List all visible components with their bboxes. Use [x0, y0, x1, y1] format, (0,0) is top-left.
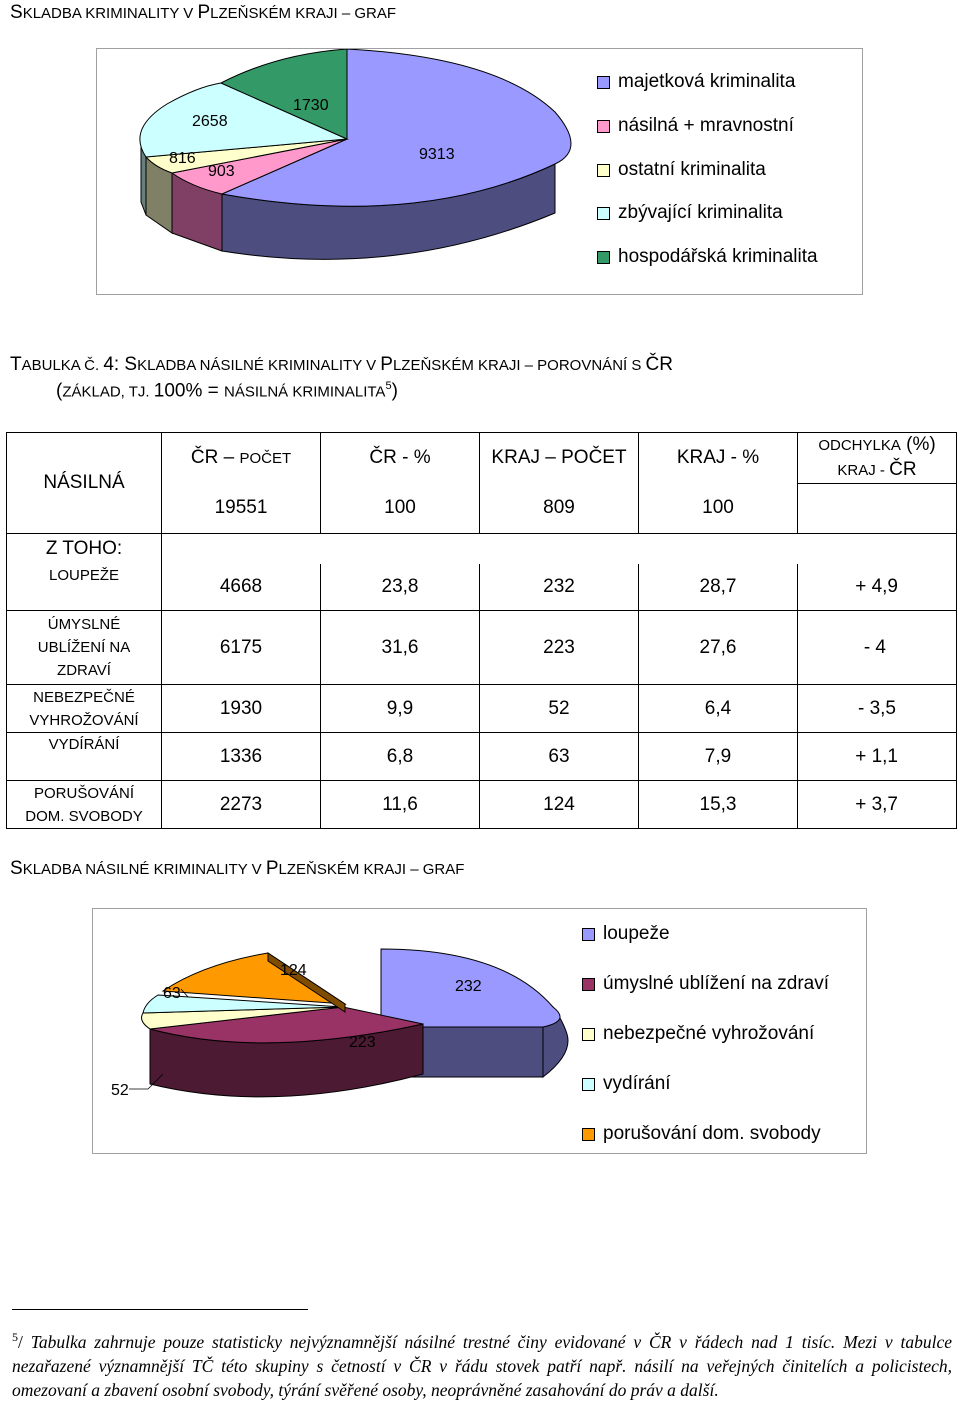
value-label-porusovani: 124 — [280, 962, 307, 979]
table-row — [7, 781, 957, 829]
footnote-slash: / — [18, 1331, 23, 1352]
cell-value: 2273 — [162, 781, 321, 829]
cell-value: 15,3 — [639, 781, 798, 829]
cell-value: - 4 — [798, 611, 957, 685]
cell-value: 124 — [480, 781, 639, 829]
row-label-umyslne-ublizeni: ÚMYSLNÉ UBLÍŽENÍ NA ZDRAVÍ — [7, 611, 162, 685]
cell-value: 6,4 — [639, 685, 798, 733]
legend-item-porusovani — [582, 1123, 821, 1145]
cell-value: 23,8 — [321, 564, 480, 611]
col-header-cr-pct: ČR - % — [321, 433, 480, 484]
value-label-nebezpecne: 52 — [111, 1082, 129, 1099]
table-row — [7, 564, 957, 611]
table-row-ztoho — [7, 534, 957, 564]
legend-label: majetková kriminalita — [618, 71, 796, 92]
col-header-odchylka: ODCHYLKA (%) KRAJ - ČR — [798, 433, 957, 484]
chart1-heading: SKLADBA KRIMINALITY V PLZEŇSKÉM KRAJI – GRAF — [10, 2, 397, 23]
legend-label: loupeže — [603, 923, 670, 944]
table-spacer — [162, 534, 957, 564]
violent-crime-table — [6, 432, 957, 829]
legend-swatch — [582, 1128, 595, 1141]
cell-value: 232 — [480, 564, 639, 611]
legend-label: hospodářská kriminalita — [618, 246, 818, 267]
cell-value: 100 — [321, 484, 480, 534]
table-row — [7, 611, 957, 685]
col-header-cr-pocet: ČR – POČET — [162, 433, 321, 484]
value-label-zbyvajici: 2658 — [192, 113, 228, 130]
legend-swatch — [582, 1078, 595, 1091]
cell-value: 28,7 — [639, 564, 798, 611]
row-label-nasilna: NÁSILNÁ — [7, 433, 162, 534]
footnote-number: 5 — [12, 1330, 18, 1344]
pie-slice-porusovani — [163, 953, 345, 1004]
value-label-hospodarska: 1730 — [293, 97, 329, 114]
legend-label: nebezpečné vyhrožování — [603, 1023, 815, 1044]
row-label-loupeze: LOUPEŽE — [7, 564, 162, 611]
cell-value: 809 — [480, 484, 639, 534]
legend-label: zbývající kriminalita — [618, 202, 783, 223]
legend-label: úmyslné ublížení na zdraví — [603, 973, 830, 994]
cell-value: 100 — [639, 484, 798, 534]
footnote-separator — [12, 1309, 308, 1310]
table-row — [7, 733, 957, 781]
cell-value: 1930 — [162, 685, 321, 733]
col-header-kraj-pocet: KRAJ – POČET — [480, 433, 639, 484]
cell-value: 1336 — [162, 733, 321, 781]
cell-value: 19551 — [162, 484, 321, 534]
cell-value: - 3,5 — [798, 685, 957, 733]
legend-item-nasilna — [597, 115, 794, 137]
legend-swatch — [597, 164, 610, 177]
value-label-majetkova: 9313 — [419, 146, 455, 163]
value-label-vydirani: 63 — [163, 985, 181, 1002]
chart2-heading: SKLADBA NÁSILNÉ KRIMINALITY V PLZEŇSKÉM KRAJI – GRAF — [10, 858, 465, 879]
value-label-nasilna: 903 — [208, 163, 235, 180]
row-label-vydirani: VYDÍRÁNÍ — [7, 733, 162, 781]
table-caption-line2: (ZÁKLAD, TJ. 100% = NÁSILNÁ KRIMINALITA$^5$) — [56, 380, 398, 402]
cell-value: 63 — [480, 733, 639, 781]
cell-value-empty — [798, 484, 957, 534]
legend-swatch — [582, 928, 595, 941]
footnote — [12, 1325, 952, 1402]
cell-value: 9,9 — [321, 685, 480, 733]
cell-value: + 4,9 — [798, 564, 957, 611]
legend-swatch — [582, 978, 595, 991]
legend-item-ostatni — [597, 159, 766, 181]
legend-swatch — [597, 207, 610, 220]
value-label-umyslne: 223 — [349, 1034, 376, 1051]
table-row — [7, 685, 957, 733]
legend-item-zbyvajici — [597, 202, 783, 224]
cell-value: 4668 — [162, 564, 321, 611]
table-caption-line1: TABULKA Č. 4: SKLADBA NÁSILNÉ KRIMINALITY V PLZEŇSKÉM KRAJI – POROVNÁNÍ S ČR — [10, 354, 673, 375]
cell-value: + 3,7 — [798, 781, 957, 829]
legend-label: porušování dom. svobody — [603, 1123, 821, 1144]
legend-swatch — [597, 251, 610, 264]
legend-label: násilná + mravnostní — [618, 115, 794, 136]
row-label-porusovani-dom-svobody: PORUŠOVÁNÍ DOM. SVOBODY — [7, 781, 162, 829]
cell-value: 6,8 — [321, 733, 480, 781]
cell-value: 223 — [480, 611, 639, 685]
row-label-nebezpecne-vyhrozovani: NEBEZPEČNÉ VYHROŽOVÁNÍ — [7, 685, 162, 733]
cell-value: 11,6 — [321, 781, 480, 829]
cell-value: 27,6 — [639, 611, 798, 685]
legend-label: vydírání — [603, 1073, 671, 1094]
legend-item-umyslne — [582, 973, 829, 995]
property-crime-pie-chart — [96, 48, 863, 295]
cell-value: 31,6 — [321, 611, 480, 685]
cell-value: 7,9 — [639, 733, 798, 781]
col-header-kraj-pct: KRAJ - % — [639, 433, 798, 484]
legend-label: ostatní kriminalita — [618, 159, 766, 180]
cell-value: 52 — [480, 685, 639, 733]
cell-value: + 1,1 — [798, 733, 957, 781]
value-label-loupeze: 232 — [455, 978, 482, 995]
cell-value: 6175 — [162, 611, 321, 685]
row-label-ztoho: Z TOHO: — [7, 534, 162, 564]
legend-item-hospodarska — [597, 246, 818, 268]
legend-item-vydirani — [582, 1073, 671, 1095]
legend-item-majetkova — [597, 71, 795, 93]
value-label-ostatni: 816 — [169, 150, 196, 167]
legend-item-nebezpecne — [582, 1023, 814, 1045]
legend-swatch — [582, 1028, 595, 1041]
table-header-row — [7, 433, 957, 484]
legend-item-loupeze — [582, 923, 670, 945]
legend-swatch — [597, 76, 610, 89]
violent-crime-pie-chart — [92, 908, 867, 1154]
footnote-text: Tabulka zahrnuje pouze statisticky nejvýznamnější násilné trestné činy evidované v ČR v řádech nad 1 tisíc. Mezi v tabulce nezařazené významnější TČ této skupiny s četností v ČR v řádu stovek patří např. násilí na veřejných činitelích a policistech, omezovaní a zbavení osobní svobody, týrání svěřené osoby, neoprávněné zasahování do práv a další. — [12, 1331, 953, 1400]
legend-swatch — [597, 120, 610, 133]
